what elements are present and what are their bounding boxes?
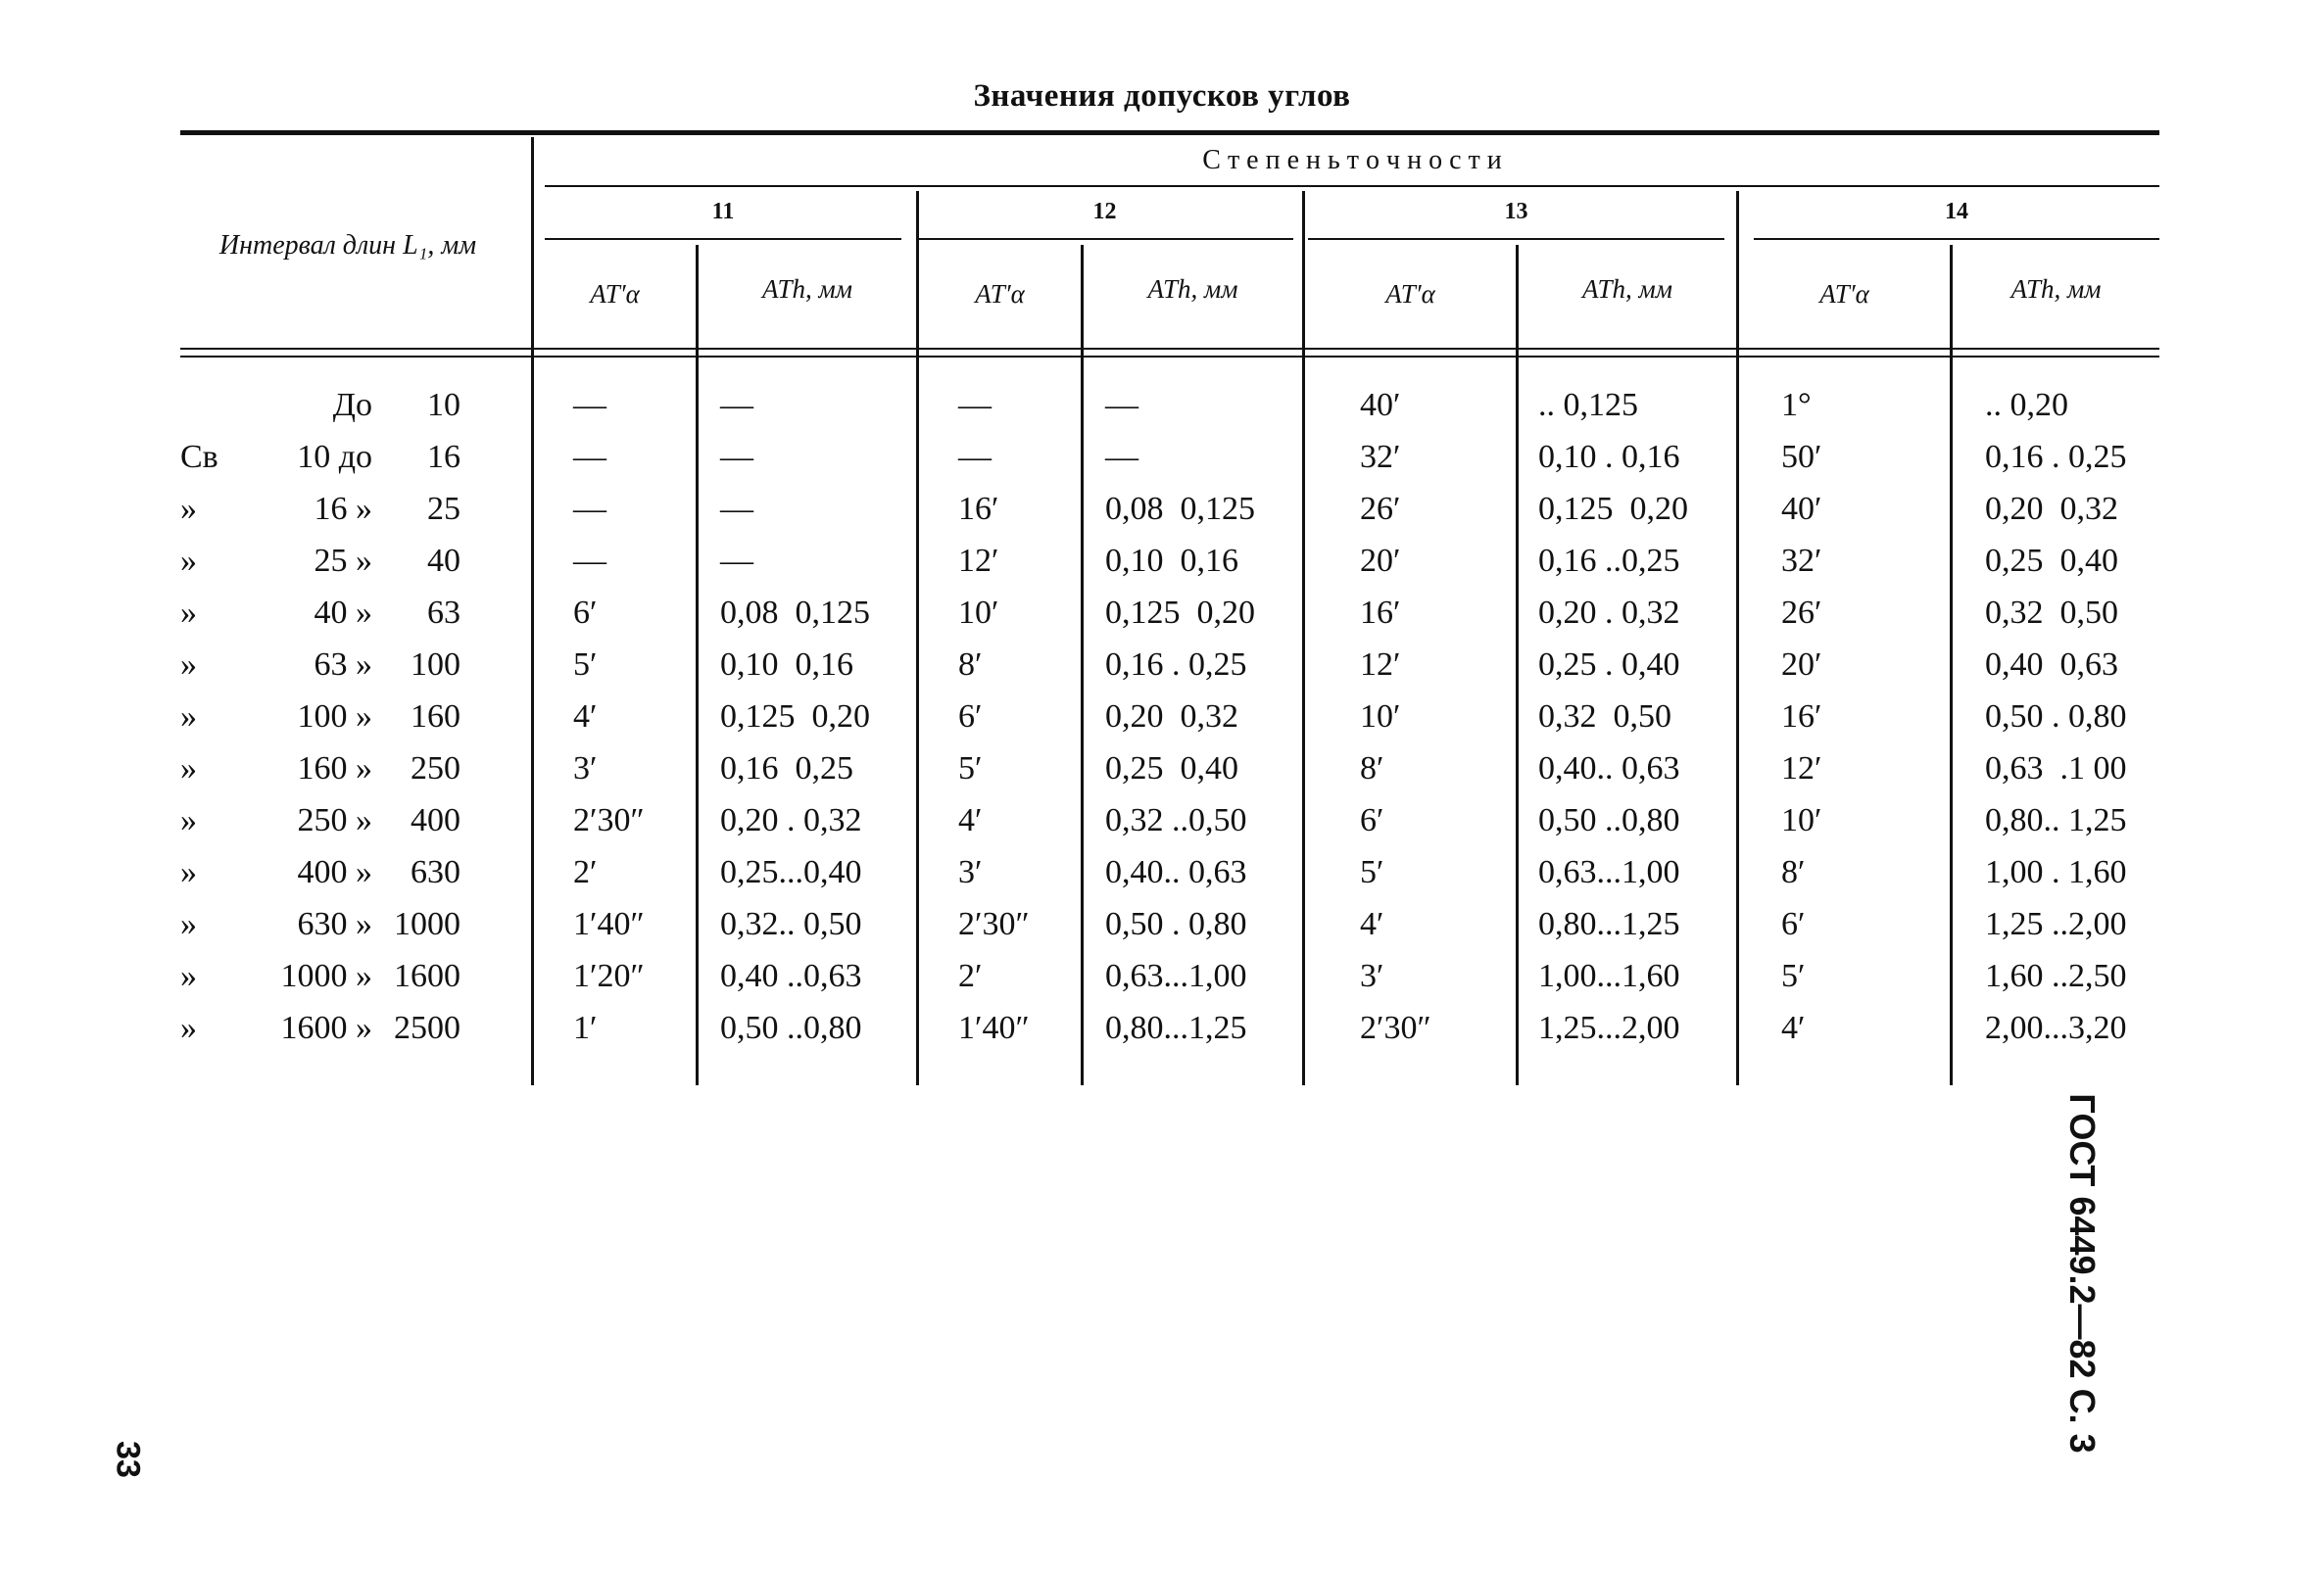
cell-c13a: 20′ — [1360, 543, 1401, 579]
row-label-from: 1000 » — [280, 958, 372, 994]
cell-c11h: 0,125 0,20 — [720, 698, 870, 735]
row-label-to: 25 — [427, 491, 460, 527]
cell-c12a: 6′ — [958, 698, 983, 735]
interval-header: Интервал длин L₁, мм — [218, 230, 477, 261]
row-label-prefix: » — [180, 802, 197, 838]
row-label-prefix: » — [180, 1010, 197, 1046]
row-label-to: 16 — [427, 439, 460, 475]
col-divider-14 — [1736, 191, 1739, 1085]
at-h-header-12: ATh, мм — [1147, 274, 1238, 304]
col-divider-13 — [1302, 191, 1305, 1085]
cell-c13a: 10′ — [1360, 698, 1401, 735]
cell-c12h: 0,16 . 0,25 — [1105, 646, 1247, 683]
row-label-prefix: » — [180, 543, 197, 579]
cell-c11h: 0,10 0,16 — [720, 646, 853, 683]
subheader-underline-13 — [1308, 238, 1724, 240]
cell-c14h: 0,16 . 0,25 — [1985, 439, 2127, 475]
at-h-header-14: ATh, мм — [2010, 274, 2102, 304]
cell-c13h: 0,63...1,00 — [1538, 854, 1680, 890]
cell-c13h: 0,80...1,25 — [1538, 906, 1680, 942]
cell-c11a: 4′ — [573, 698, 598, 735]
row-label-to: 400 — [411, 802, 460, 838]
at-alpha-header-13: AT′α — [1385, 279, 1435, 309]
cell-c13a: 3′ — [1360, 958, 1384, 994]
at-alpha-header-12: AT′α — [975, 279, 1025, 309]
standard-side-label: ГОСТ 6449.2—82 С. 3 — [2062, 1093, 2103, 1454]
cell-c11a: 2′ — [573, 854, 598, 890]
row-label-from: 25 » — [314, 543, 372, 579]
cell-c11h: — — [720, 439, 753, 475]
cell-c14a: 1° — [1781, 387, 1812, 423]
cell-c14h: 0,40 0,63 — [1985, 646, 2118, 683]
row-label-from: 40 » — [314, 595, 372, 631]
page-number: 33 — [109, 1441, 147, 1478]
row-label-prefix: » — [180, 854, 197, 890]
subheader-underline-11 — [545, 238, 901, 240]
cell-c14h: 0,50 . 0,80 — [1985, 698, 2127, 735]
cell-c11a: 3′ — [573, 750, 598, 787]
at-h-header-11: ATh, мм — [762, 274, 852, 304]
row-label-from: 63 » — [314, 646, 372, 683]
cell-c13a: 40′ — [1360, 387, 1401, 423]
row-label-from: 10 до — [297, 439, 372, 475]
cell-c14a: 26′ — [1781, 595, 1822, 631]
cell-c14a: 32′ — [1781, 543, 1822, 579]
cell-c12a: — — [958, 439, 992, 475]
row-label-to: 63 — [427, 595, 460, 631]
cell-c11h: 0,25...0,40 — [720, 854, 862, 890]
cell-c13h: 0,50 ..0,80 — [1538, 802, 1680, 838]
cell-c13h: 0,125 0,20 — [1538, 491, 1688, 527]
cell-c14h: 2,00...3,20 — [1985, 1010, 2127, 1046]
cell-c14h: 0,25 0,40 — [1985, 543, 2118, 579]
row-label-prefix: » — [180, 698, 197, 735]
cell-c11a: 1′40″ — [573, 906, 645, 942]
cell-c13h: 0,16 ..0,25 — [1538, 543, 1680, 579]
row-label-to: 100 — [411, 646, 460, 683]
cell-c14h: 0,63 .1 00 — [1985, 750, 2127, 787]
row-label-to: 1000 — [394, 906, 460, 942]
cell-c12h: 0,10 0,16 — [1105, 543, 1238, 579]
cell-c11h: — — [720, 387, 753, 423]
cell-c14a: 5′ — [1781, 958, 1806, 994]
cell-c12a: 8′ — [958, 646, 983, 683]
cell-c14a: 40′ — [1781, 491, 1822, 527]
cell-c11a: 6′ — [573, 595, 598, 631]
cell-c12a: 4′ — [958, 802, 983, 838]
at-h-header-13: ATh, мм — [1582, 274, 1672, 304]
cell-c12a: 12′ — [958, 543, 999, 579]
row-label-from: 630 » — [297, 906, 372, 942]
row-label-prefix: » — [180, 491, 197, 527]
col-divider-12 — [916, 191, 919, 1085]
cell-c14a: 12′ — [1781, 750, 1822, 787]
row-label-prefix: » — [180, 595, 197, 631]
row-label-from: До — [332, 387, 372, 423]
cell-c13h: 0,25 . 0,40 — [1538, 646, 1680, 683]
cell-c11a: 1′20″ — [573, 958, 645, 994]
cell-c14h: 1,25 ..2,00 — [1985, 906, 2127, 942]
cell-c13h: 0,32 0,50 — [1538, 698, 1671, 735]
col-divider-13a — [1516, 245, 1519, 1085]
row-label-from: 250 » — [297, 802, 372, 838]
row-label-prefix: » — [180, 750, 197, 787]
cell-c12h: 0,50 . 0,80 — [1105, 906, 1247, 942]
cell-c14h: 0,32 0,50 — [1985, 595, 2118, 631]
cell-c13h: .. 0,125 — [1538, 387, 1638, 423]
row-label-from: 16 » — [314, 491, 372, 527]
cell-c13a: 2′30″ — [1360, 1010, 1431, 1046]
cell-c12a: 3′ — [958, 854, 983, 890]
cell-c12h: 0,63...1,00 — [1105, 958, 1247, 994]
cell-c11h: 0,32.. 0,50 — [720, 906, 862, 942]
row-label-from: 400 » — [297, 854, 372, 890]
cell-c14a: 10′ — [1781, 802, 1822, 838]
cell-c14a: 8′ — [1781, 854, 1806, 890]
cell-c11a: — — [573, 439, 606, 475]
row-label-to: 10 — [427, 387, 460, 423]
col-divider-11a — [696, 245, 699, 1085]
degree-underline — [545, 185, 2159, 187]
top-rule — [180, 130, 2159, 135]
cell-c12h: 0,08 0,125 — [1105, 491, 1255, 527]
cell-c12h: 0,80...1,25 — [1105, 1010, 1247, 1046]
cell-c11h: 0,40 ..0,63 — [720, 958, 862, 994]
degree-13: 13 — [1504, 199, 1528, 224]
at-alpha-header-14: AT′α — [1819, 279, 1869, 309]
cell-c11h: 0,20 . 0,32 — [720, 802, 862, 838]
row-label-to: 40 — [427, 543, 460, 579]
cell-c12a: 1′40″ — [958, 1010, 1030, 1046]
cell-c11h: — — [720, 543, 753, 579]
cell-c12a: 2′ — [958, 958, 983, 994]
row-label-to: 160 — [411, 698, 460, 735]
cell-c13a: 8′ — [1360, 750, 1384, 787]
subheader-underline-12 — [916, 238, 1293, 240]
degree-11: 11 — [711, 199, 735, 224]
cell-c14h: 1,00 . 1,60 — [1985, 854, 2127, 890]
cell-c12h: — — [1105, 387, 1138, 423]
subheader-underline-14 — [1754, 238, 2159, 240]
col-divider-14a — [1950, 245, 1953, 1085]
cell-c11h: 0,16 0,25 — [720, 750, 853, 787]
row-label-prefix: » — [180, 906, 197, 942]
cell-c14a: 16′ — [1781, 698, 1822, 735]
table-title: Значения допусков углов — [973, 78, 1351, 114]
cell-c11h: 0,50 ..0,80 — [720, 1010, 862, 1046]
cell-c12h: — — [1105, 439, 1138, 475]
row-label-from: 100 » — [297, 698, 372, 735]
cell-c11h: 0,08 0,125 — [720, 595, 870, 631]
cell-c12h: 0,20 0,32 — [1105, 698, 1238, 735]
row-label-to: 630 — [411, 854, 460, 890]
cell-c12h: 0,125 0,20 — [1105, 595, 1255, 631]
cell-c13a: 16′ — [1360, 595, 1401, 631]
at-alpha-header-11: AT′α — [590, 279, 640, 309]
row-label-to: 2500 — [394, 1010, 460, 1046]
cell-c13a: 26′ — [1360, 491, 1401, 527]
cell-c12a: 2′30″ — [958, 906, 1030, 942]
cell-c11a: 2′30″ — [573, 802, 645, 838]
header-double-rule-2 — [180, 356, 2159, 358]
row-label-to: 1600 — [394, 958, 460, 994]
cell-c13h: 0,40.. 0,63 — [1538, 750, 1680, 787]
row-label-prefix: Св — [180, 439, 218, 475]
cell-c14a: 50′ — [1781, 439, 1822, 475]
cell-c14a: 4′ — [1781, 1010, 1806, 1046]
cell-c12a: 10′ — [958, 595, 999, 631]
cell-c11a: 1′ — [573, 1010, 598, 1046]
cell-c12a: 5′ — [958, 750, 983, 787]
cell-c13h: 1,25...2,00 — [1538, 1010, 1680, 1046]
cell-c14h: .. 0,20 — [1985, 387, 2068, 423]
cell-c12h: 0,32 ..0,50 — [1105, 802, 1247, 838]
row-label-prefix: » — [180, 958, 197, 994]
col-divider-12a — [1081, 245, 1084, 1085]
cell-c12a: — — [958, 387, 992, 423]
cell-c14h: 1,60 ..2,50 — [1985, 958, 2127, 994]
cell-c13a: 4′ — [1360, 906, 1384, 942]
cell-c11a: — — [573, 491, 606, 527]
row-label-from: 160 » — [297, 750, 372, 787]
cell-c13a: 12′ — [1360, 646, 1401, 683]
cell-c13h: 0,20 . 0,32 — [1538, 595, 1680, 631]
row-label-prefix: » — [180, 646, 197, 683]
header-double-rule-1 — [180, 348, 2159, 350]
degree-12: 12 — [1092, 199, 1117, 224]
cell-c13a: 6′ — [1360, 802, 1384, 838]
cell-c13a: 32′ — [1360, 439, 1401, 475]
cell-c11a: — — [573, 543, 606, 579]
cell-c12a: 16′ — [958, 491, 999, 527]
cell-c11a: 5′ — [573, 646, 598, 683]
cell-c13h: 0,10 . 0,16 — [1538, 439, 1680, 475]
cell-c14h: 0,20 0,32 — [1985, 491, 2118, 527]
row-label-from: 1600 » — [280, 1010, 372, 1046]
cell-c13a: 5′ — [1360, 854, 1384, 890]
degree-header: С т е п е н ь т о ч н о с т и — [1202, 145, 1502, 175]
cell-c14h: 0,80.. 1,25 — [1985, 802, 2127, 838]
cell-c14a: 20′ — [1781, 646, 1822, 683]
cell-c13h: 1,00...1,60 — [1538, 958, 1680, 994]
cell-c12h: 0,40.. 0,63 — [1105, 854, 1247, 890]
cell-c11h: — — [720, 491, 753, 527]
cell-c11a: — — [573, 387, 606, 423]
cell-c14a: 6′ — [1781, 906, 1806, 942]
degree-14: 14 — [1945, 199, 1968, 224]
cell-c12h: 0,25 0,40 — [1105, 750, 1238, 787]
row-label-to: 250 — [411, 750, 460, 787]
